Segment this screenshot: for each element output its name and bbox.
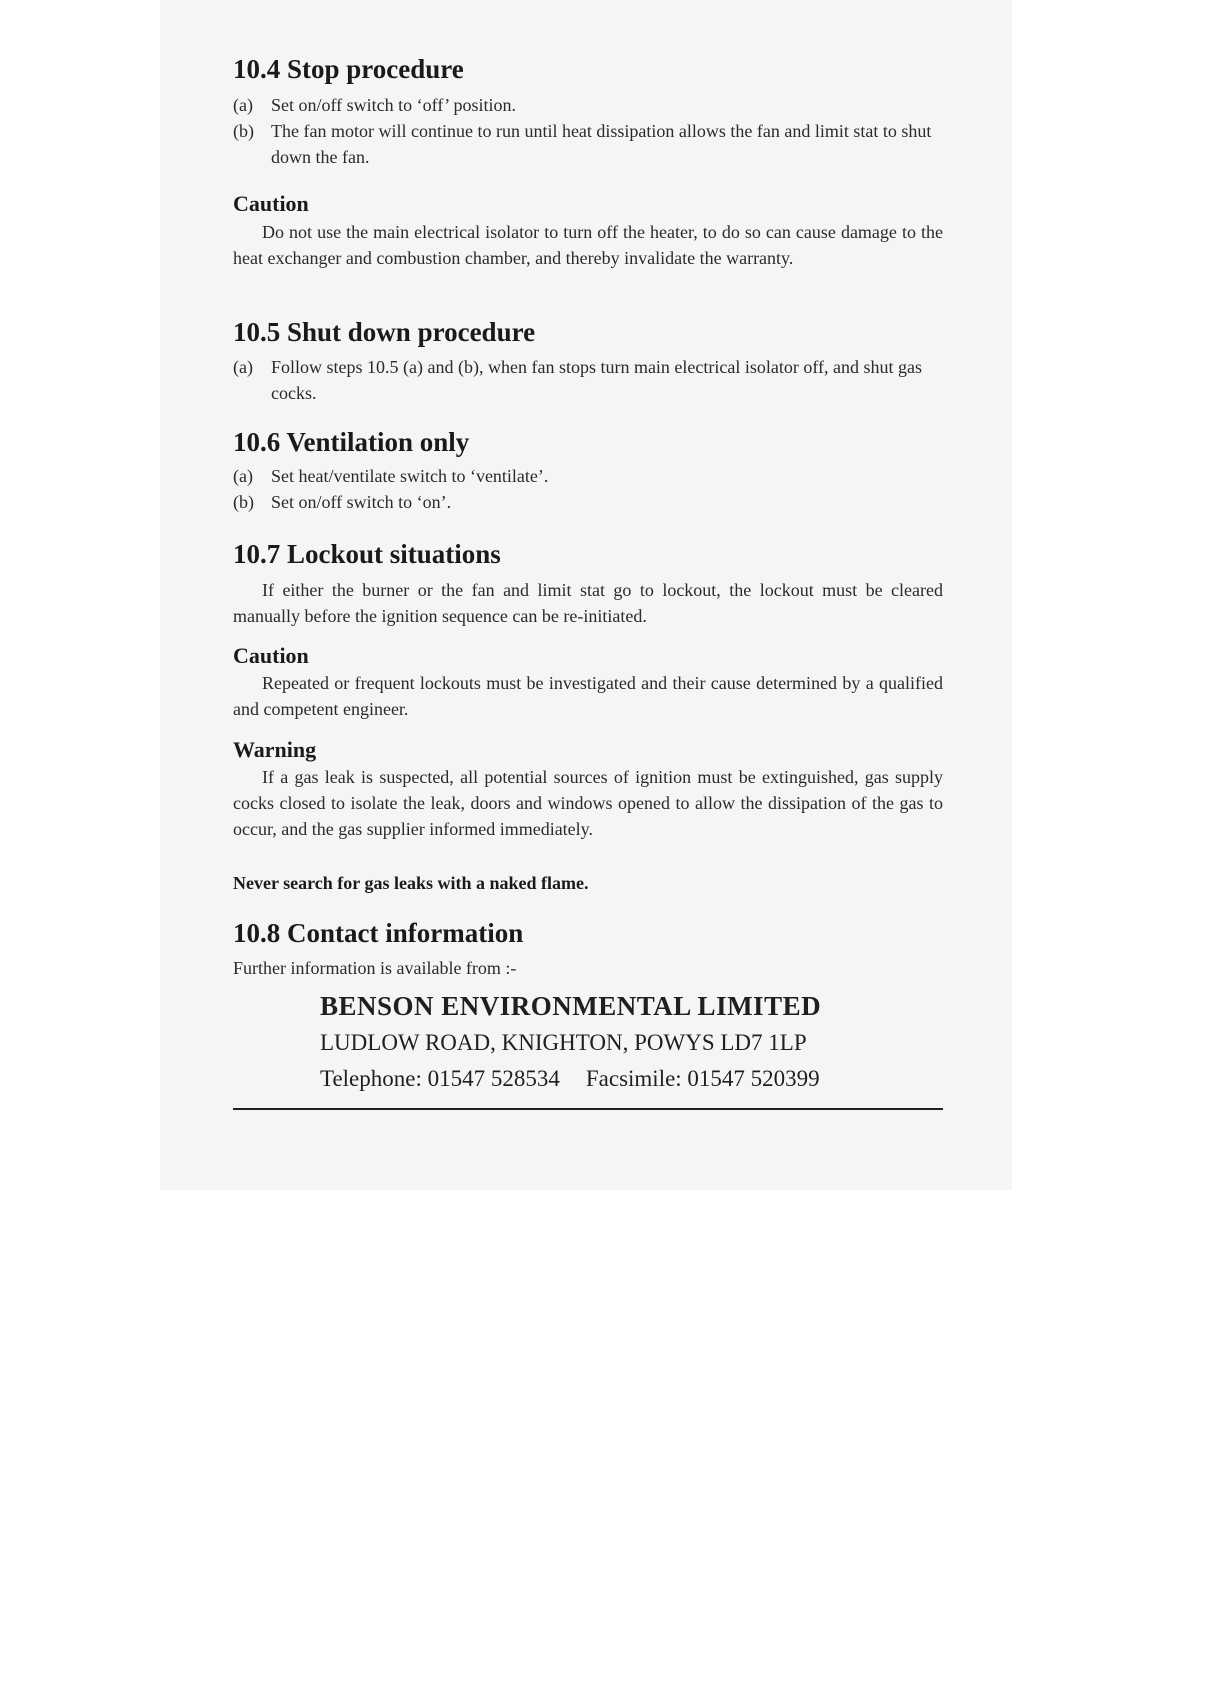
list-item bbox=[233, 463, 943, 489]
lockout-text: If either the burner or the fan and limit stat go to lockout, the lockout must be cleared manually before the ignition sequence can be re-initiated. bbox=[233, 580, 943, 626]
contact-intro: Further information is available from :- bbox=[233, 958, 517, 978]
item-label: (b) bbox=[233, 121, 254, 141]
warning-bold-note: Never search for gas leaks with a naked flame. bbox=[233, 873, 589, 893]
horizontal-rule bbox=[233, 1108, 943, 1110]
item-label: (a) bbox=[233, 95, 253, 115]
telephone: Telephone: 01547 528534 bbox=[320, 1066, 560, 1091]
heading-10-4: 10.4 Stop procedure bbox=[233, 54, 464, 84]
item-text: Set heat/ventilate switch to ‘ventilate’. bbox=[271, 466, 549, 486]
caution-text: Repeated or frequent lockouts must be investigated and their cause determined by a qualified and competent engineer. bbox=[233, 673, 943, 719]
heading-10-5: 10.5 Shut down procedure bbox=[233, 317, 536, 347]
warning-text: If a gas leak is suspected, all potential sources of ignition must be extinguished, gas supply cocks closed to isolate the leak, doors and windows opened to allow the dissipation of the gas to occur, and the gas supplier informed immediately. bbox=[233, 767, 943, 839]
caution-heading: Caution bbox=[233, 191, 309, 216]
warning-heading: Warning bbox=[233, 737, 317, 762]
company-name: BENSON ENVIRONMENTAL LIMITED bbox=[320, 991, 822, 1021]
facsimile: Facsimile: 01547 520399 bbox=[585, 1066, 820, 1091]
list-item bbox=[233, 354, 943, 406]
list-item bbox=[233, 92, 943, 118]
heading-10-8: 10.8 Contact information bbox=[233, 918, 524, 948]
item-text: Set on/off switch to ‘off’ position. bbox=[271, 95, 516, 115]
list-item bbox=[233, 489, 943, 515]
heading-10-6: 10.6 Ventilation only bbox=[233, 427, 470, 457]
item-label: (a) bbox=[233, 357, 253, 377]
caution-text: Do not use the main electrical isolator to turn off the heater, to do so can cause damage to the heat exchanger and combustion chamber, and thereby invalidate the warranty. bbox=[233, 222, 943, 268]
item-text: The fan motor will continue to run until heat dissipation allows the fan and limit stat to shut down the fan. bbox=[271, 121, 932, 167]
item-text: Set on/off switch to ‘on’. bbox=[271, 492, 452, 512]
company-address: LUDLOW ROAD, KNIGHTON, POWYS LD7 1LP bbox=[320, 1030, 807, 1055]
contact-address-block bbox=[320, 987, 940, 1097]
heading-10-7: 10.7 Lockout situations bbox=[233, 539, 501, 569]
contact-numbers bbox=[320, 1061, 940, 1097]
caution-heading: Caution bbox=[233, 643, 309, 668]
item-label: (b) bbox=[233, 492, 254, 512]
item-text: Follow steps 10.5 (a) and (b), when fan stops turn main electrical isolator off, and shut gas cocks. bbox=[271, 357, 923, 403]
list-item bbox=[233, 118, 943, 170]
item-label: (a) bbox=[233, 466, 253, 486]
